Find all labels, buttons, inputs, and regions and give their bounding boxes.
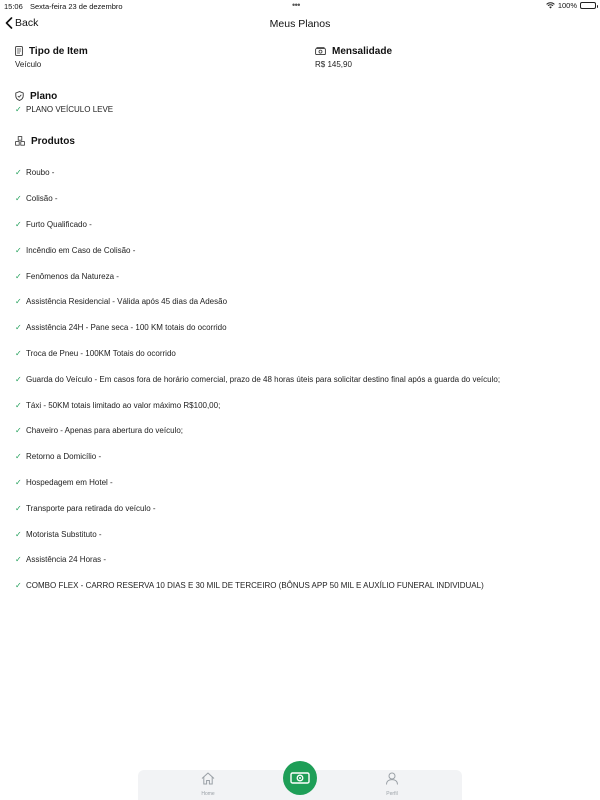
- check-icon: ✓: [15, 271, 22, 281]
- product-item: [15, 237, 585, 263]
- status-time: 15:06: [4, 2, 23, 11]
- item-type-value: Veículo: [15, 60, 42, 69]
- product-item-label: Hospedagem em Hotel -: [26, 477, 113, 487]
- money-icon: [290, 771, 310, 785]
- product-item: [15, 521, 585, 547]
- products-title: Produtos: [31, 135, 75, 147]
- products-list: [15, 160, 585, 599]
- document-icon: [15, 46, 23, 56]
- check-icon: ✓: [15, 426, 22, 436]
- plan-value-row: [15, 105, 113, 114]
- product-item-label: Furto Qualificado -: [26, 219, 92, 229]
- product-item-label: Guarda do Veículo - Em casos fora de horário comercial, prazo de 48 horas úteis para solicitar destino final após a guarda do veículo;: [26, 374, 501, 384]
- product-item: [15, 444, 585, 470]
- check-icon: ✓: [15, 529, 22, 539]
- person-icon: [385, 772, 399, 785]
- product-item-label: Colisão -: [26, 194, 58, 204]
- check-icon: ✓: [15, 348, 22, 358]
- products-header: [15, 135, 75, 147]
- product-item: [15, 470, 585, 496]
- check-icon: ✓: [15, 168, 22, 178]
- product-item-label: Motorista Substituto -: [26, 529, 102, 539]
- plan-value: PLANO VEÍCULO LEVE: [26, 105, 114, 114]
- battery-icon: [580, 2, 596, 9]
- product-item: [15, 263, 585, 289]
- product-item-label: COMBO FLEX - CARRO RESERVA 10 DIAS E 30 MIL DE TERCEIRO (BÔNUS APP 50 MIL E AUXÍLIO FUNERAL INDIVIDUAL): [26, 581, 484, 591]
- check-icon: ✓: [15, 219, 22, 229]
- product-item-label: Assistência Residencial - Válida após 45 dias da Adesão: [26, 297, 228, 307]
- check-icon: ✓: [15, 323, 22, 333]
- check-icon: ✓: [15, 503, 22, 513]
- plan-section: [15, 90, 113, 114]
- product-item-label: Retorno a Domicílio -: [26, 452, 102, 462]
- product-item: [15, 289, 585, 315]
- check-icon: ✓: [15, 194, 22, 204]
- product-item-label: Chaveiro - Apenas para abertura do veículo;: [26, 426, 183, 436]
- money-icon: [315, 47, 326, 56]
- check-icon: ✓: [15, 400, 22, 410]
- plans-center-button[interactable]: [283, 761, 317, 795]
- product-item: [15, 418, 585, 444]
- check-icon: ✓: [15, 581, 22, 591]
- status-indicators: [546, 1, 596, 10]
- check-icon: ✓: [15, 105, 22, 114]
- product-item-label: Assistência 24 Horas -: [26, 555, 107, 565]
- product-item: [15, 212, 585, 238]
- multitasking-dots-icon[interactable]: •••: [292, 0, 300, 10]
- back-label: Back: [15, 17, 39, 29]
- tab-home-label: Home: [201, 791, 215, 797]
- item-type-title: Tipo de Item: [29, 45, 88, 57]
- shield-icon: [15, 91, 24, 101]
- product-item: [15, 366, 585, 392]
- page-title: Meus Planos: [269, 18, 331, 30]
- product-item-label: Assistência 24H - Pane seca - 100 KM totais do ocorrido: [26, 323, 227, 333]
- tab-profile-label: Perfil: [386, 791, 398, 797]
- check-icon: ✓: [15, 374, 22, 384]
- check-icon: ✓: [15, 555, 22, 565]
- wifi-icon: [546, 2, 555, 9]
- item-type-section: [15, 45, 88, 69]
- monthly-fee-section: [315, 45, 392, 69]
- monthly-fee-title: Mensalidade: [332, 45, 393, 57]
- product-item-label: Fenômenos da Natureza -: [26, 271, 119, 281]
- tab-home[interactable]: [178, 772, 238, 797]
- monthly-fee-value: R$ 145,90: [315, 60, 352, 69]
- check-icon: ✓: [15, 452, 22, 462]
- product-item-label: Troca de Pneu - 100KM Totais do ocorrido: [26, 348, 176, 358]
- product-item: [15, 160, 585, 186]
- plan-title: Plano: [30, 90, 58, 102]
- navigation-bar: [0, 12, 600, 36]
- product-item-label: Incêndio em Caso de Colisão -: [26, 245, 136, 255]
- check-icon: ✓: [15, 245, 22, 255]
- product-item: [15, 495, 585, 521]
- product-item: [15, 315, 585, 341]
- product-item-label: Roubo -: [26, 168, 55, 178]
- products-icon: [15, 136, 25, 146]
- battery-percent: 100%: [557, 1, 577, 10]
- status-date: Sexta-feira 23 de dezembro: [30, 2, 123, 11]
- check-icon: ✓: [15, 297, 22, 307]
- product-item-label: Transporte para retirada do veículo -: [26, 503, 156, 513]
- product-item: [15, 573, 585, 599]
- home-icon: [201, 772, 215, 785]
- product-item: [15, 341, 585, 367]
- check-icon: ✓: [15, 477, 22, 487]
- product-item: [15, 392, 585, 418]
- product-item: [15, 547, 585, 573]
- status-bar: [0, 0, 600, 12]
- tab-profile[interactable]: [362, 772, 422, 797]
- product-item: [15, 186, 585, 212]
- product-item-label: Táxi - 50KM totais limitado ao valor máximo R$100,00;: [26, 400, 221, 410]
